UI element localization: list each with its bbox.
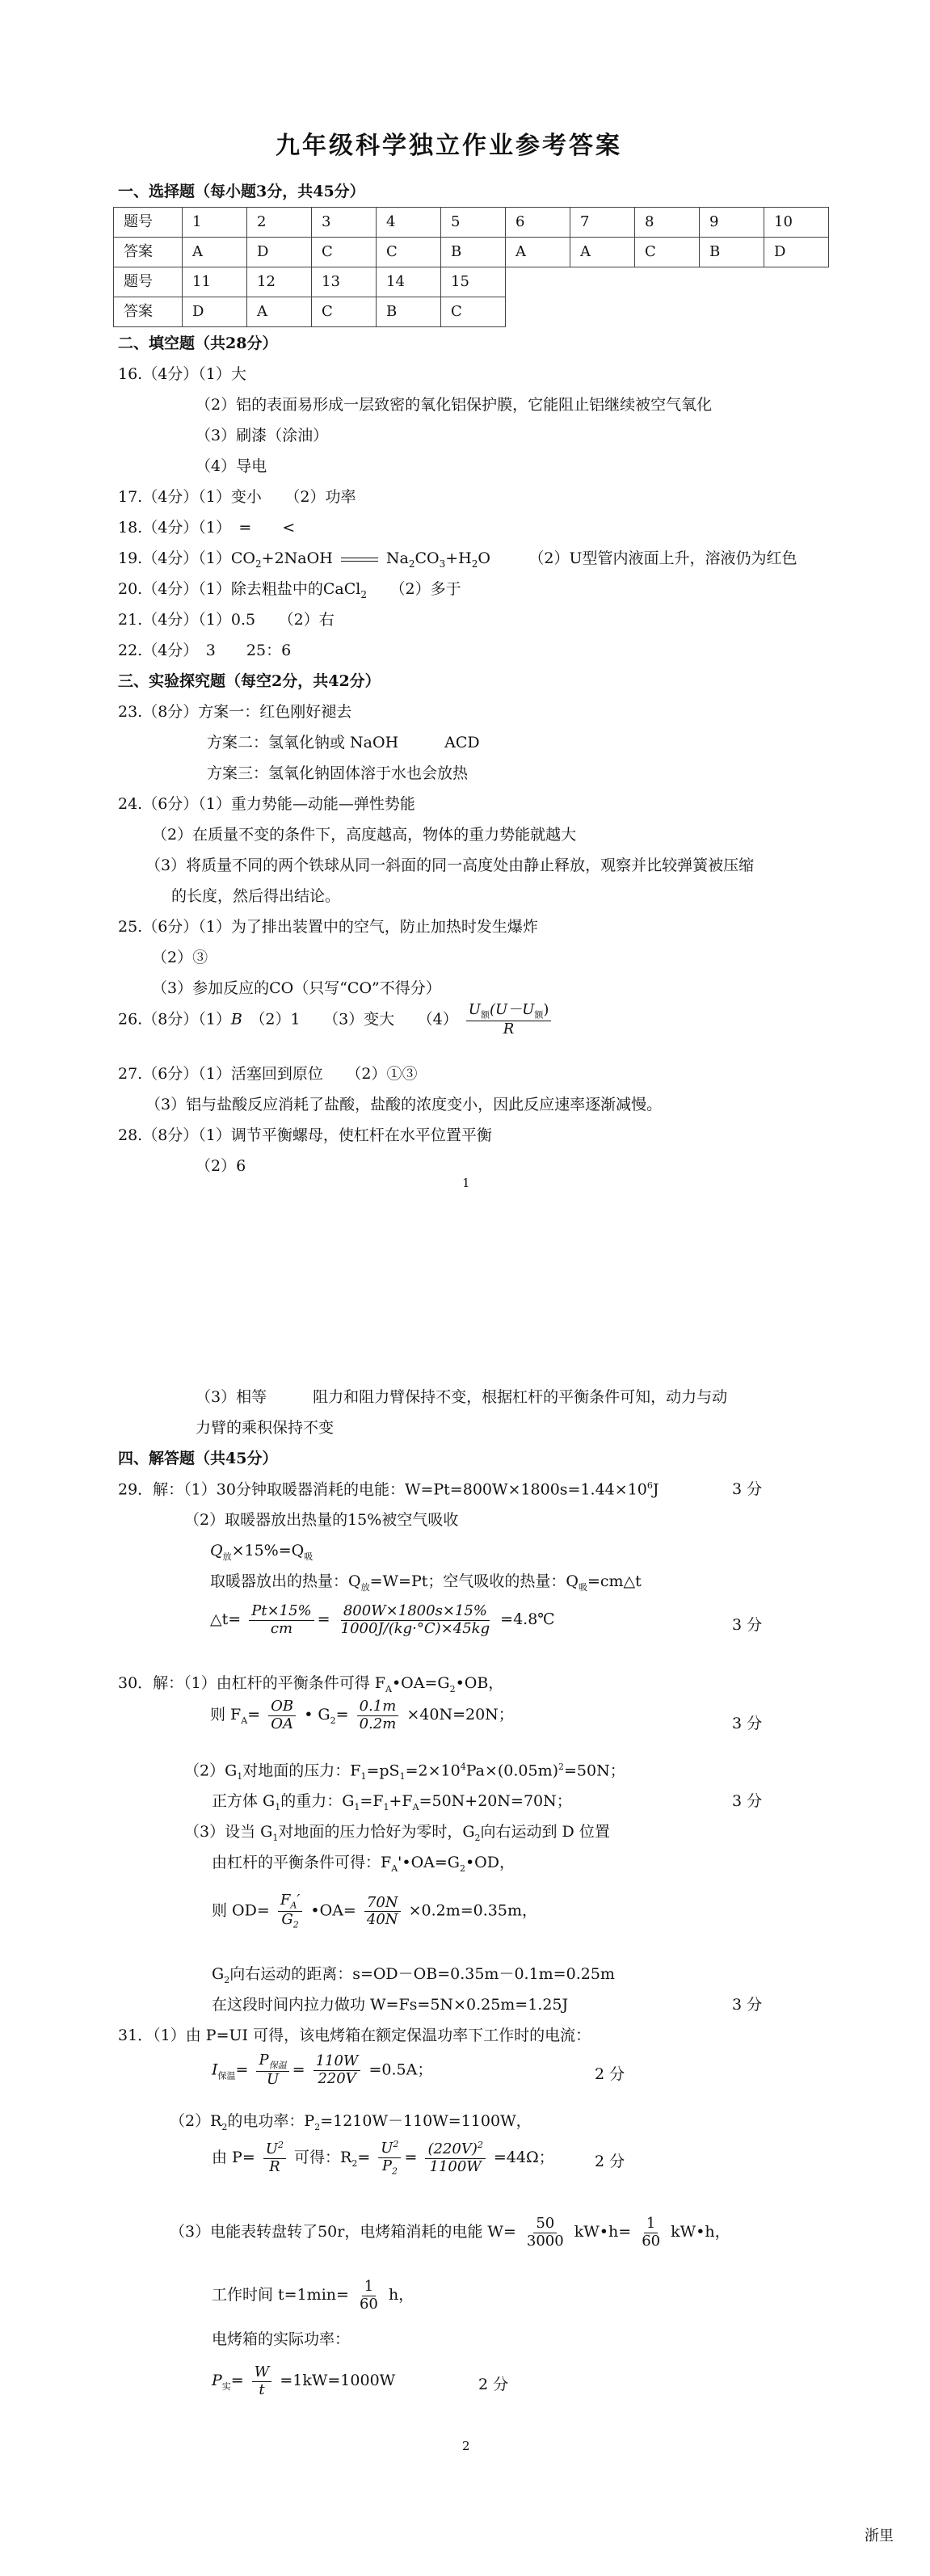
answer-line: 27.（6分）（1）活塞回到原位 （2）①③ (118, 1065, 418, 1083)
table-cell: 7 (570, 208, 635, 238)
text: • G (304, 1706, 330, 1724)
answer-line: 由 P= $\frac{U^2}{R}$ 可得：$R_2=$ $\frac{U^2}{P_2}$ = $\frac{(220V)^2}{1100W}$ =44Ω； (212, 2139, 554, 2177)
answer-line: 19.（4分）$(1)CO_2+2NaOH$ $Na_2CO_3+H_2O$ （2）U型管内液面上升，溶液仍为红色 (118, 549, 797, 570)
text: 工作时间 t=1min= (212, 2286, 349, 2305)
answer-table-2 (113, 267, 506, 327)
corner-watermark: 浙里 (865, 2528, 894, 2544)
answer-line: （2）取暖器放出热量的15%被空气吸收 (184, 1511, 459, 1529)
answer-line: （3）参加反应的CO（只写“CO”不得分） (152, 979, 441, 997)
answer-line (184, 1762, 625, 1783)
score: 3 分 (732, 1792, 763, 1810)
text: =pS (366, 1762, 400, 1780)
answer-line: 在这段时间内拉力做功 W=Fs=5N×0.25m=1.25J (212, 1996, 569, 2014)
answer-line (212, 2364, 395, 2398)
answer-line: 方案二：氢氧化钠或 NaOH ACD (207, 734, 480, 751)
subscript: 1 (360, 1771, 367, 1783)
text: ×15%=Q (231, 1542, 305, 1559)
text: =2×10 (405, 1762, 461, 1780)
table-cell: C (635, 238, 700, 267)
table-cell: A (506, 238, 570, 267)
text: Pa×(0.05m) (465, 1762, 559, 1780)
table-cell: D (247, 238, 312, 267)
answer-line: 31．（1）由 P=UI 可得，该电烤箱在额定保温功率下工作时的电流： (118, 2027, 591, 2044)
subscript: 保温 (217, 2070, 236, 2081)
text: CO (415, 549, 440, 567)
fraction: $\frac{0.1m}{0.2m}$ (357, 1698, 399, 1732)
text: 29．解：（1）30分钟取暖器消耗的电能：W=Pt=800W×1800s=1.44×10 (118, 1480, 647, 1499)
table-cell: A (183, 238, 247, 267)
text: =50N； (564, 1762, 625, 1780)
text: 向右运动的距离：s=OD－OB=0.35m－0.1m=0.25m (229, 1965, 615, 1983)
subscript: A (241, 1715, 248, 1726)
answer-line: 25.（6分）（1）为了排出装置中的空气，防止加热时发生爆炸 (118, 918, 538, 936)
table-cell: B (441, 238, 506, 267)
text: 可得：R (294, 2148, 352, 2166)
score: 3 分 (732, 1616, 763, 1634)
subscript: 实 (221, 2380, 231, 2392)
score: 3 分 (732, 1996, 763, 2014)
subscript: 2 (351, 2157, 358, 2169)
text: = (247, 1706, 261, 1724)
score: 2 分 (595, 2153, 625, 2170)
answer-line: 23.（8分）方案一：红色刚好褪去 (118, 703, 352, 721)
text: 向右运动到 D 位置 (480, 1823, 610, 1841)
subscript: 1 (275, 1801, 281, 1812)
text: +H (445, 549, 472, 567)
subscript: 吸 (578, 1581, 587, 1593)
subscript: 放 (360, 1581, 370, 1593)
fraction: $\frac{W}{t}$ (252, 2364, 272, 2398)
answer-line: 力臂的乘积保持不变 (196, 1419, 335, 1437)
text: ×40N=20N； (406, 1706, 514, 1724)
table-cell: 3 (312, 208, 377, 238)
table-cell: 5 (441, 208, 506, 238)
table-cell: 4 (377, 208, 441, 238)
page-number: 2 (462, 2439, 470, 2453)
table-cell: A (247, 297, 312, 327)
answer-line (118, 1480, 659, 1500)
superscript: 4 (460, 1762, 466, 1772)
score: 2 分 (478, 2376, 509, 2393)
text: ×0.2m=0.35m， (408, 1901, 538, 1920)
text: （3）设当 G (184, 1823, 273, 1841)
subscript: 2 (459, 1863, 465, 1874)
text: 30．解：（1）由杠杆的平衡条件可得 F (118, 1674, 385, 1692)
text: P (212, 2372, 222, 2390)
fraction: $\frac{110W}{220V}$ (314, 2053, 361, 2087)
text: U (468, 1001, 481, 1018)
text: = (235, 2060, 249, 2079)
text: =1kW=1000W (280, 2372, 396, 2390)
table-cell: C (312, 238, 377, 267)
answer-line (212, 1892, 537, 1930)
text: =50N+20N=70N； (419, 1792, 572, 1810)
table-cell: 11 (183, 267, 247, 297)
subscript: A (412, 1801, 419, 1812)
text: 对地面的压力恰好为零时，G (278, 1823, 475, 1841)
table-cell: 答案 (114, 297, 183, 327)
text: =cm△t (587, 1572, 642, 1590)
text: '•OA=G (398, 1854, 460, 1871)
answer-line: 20.（4分）（1）除去粗盐中的CaCl$_2$ （2）多于 (118, 580, 461, 600)
answer-line: 22.（4分） 3 25：6 (118, 642, 292, 659)
subscript: 1 (399, 1771, 406, 1783)
section-heading: 三、实验探究题（每空2分，共42分） (118, 672, 381, 690)
text: •OA=G (391, 1674, 450, 1692)
table-cell: D (183, 297, 247, 327)
text: O （2）U型管内液面上升，溶液仍为红色 (478, 549, 797, 567)
table-cell: 题号 (114, 267, 183, 297)
text: （3）电能表转盘转了50r，电烤箱消耗的电能 W= (170, 2223, 516, 2241)
text: (U－U (489, 1001, 535, 1018)
fraction: $\frac{U^2}{P_2}$ (378, 2140, 401, 2177)
text: =W=Pt；空气吸收的热量：Q (369, 1572, 579, 1590)
table-cell: 12 (247, 267, 312, 297)
table-cell: C (312, 297, 377, 327)
text: •OD， (465, 1854, 515, 1871)
table-row (114, 267, 506, 297)
section-heading: 一、选择题（每小题3分，共45分） (118, 183, 365, 200)
table-cell: C (377, 238, 441, 267)
text: （2）R (170, 2112, 222, 2130)
answer-line (210, 1572, 642, 1593)
table-cell: 6 (506, 208, 570, 238)
subscript: 1 (272, 1832, 279, 1843)
answer-line (212, 1792, 572, 1813)
subscript: 1 (383, 1801, 389, 1812)
table-cell: 13 (312, 267, 377, 297)
subscript: 2 (221, 2121, 228, 2132)
answer-line: 则 $F_A=$ $\frac{OB}{OA}$ • $G_2=$ $\frac{0.1m}{0.2m}$ ×40N=20N； (210, 1698, 514, 1732)
text: ) (543, 1001, 549, 1018)
text: = (230, 2372, 244, 2390)
answer-line (170, 2216, 730, 2250)
answer-line (170, 2112, 532, 2133)
answer-line: （2）③ (152, 949, 208, 966)
text: Na (385, 549, 409, 567)
section-heading: 四、解答题（共45分） (118, 1450, 278, 1467)
score: 2 分 (595, 2065, 625, 2083)
table-cell: C (441, 297, 506, 327)
table-cell: B (377, 297, 441, 327)
table-cell: 8 (635, 208, 700, 238)
answer-line: （4）导电 (196, 457, 267, 475)
answer-line: 的长度，然后得出结论。 (171, 887, 341, 905)
answer-line (118, 1002, 554, 1038)
text: （2）1 （3）变大 （4） (257, 1010, 458, 1029)
answer-line: △t= $\frac{Pt\times 15\%}{cm}$ = $\frac{800W\times 1800s\times 15\%}{1000J/(kg\cdot^\circ C)\times 45kg}$ =4.8℃ (210, 1602, 555, 1637)
text: （2）多于 (367, 580, 461, 598)
text: 的电功率：P (227, 2112, 315, 2130)
subscript: 额 (480, 1009, 490, 1021)
text: =1210W－110W=1100W， (320, 2112, 532, 2130)
answer-line (184, 1823, 610, 1844)
table-row (114, 208, 829, 238)
answer-line (212, 1965, 615, 1986)
fraction: $\frac{Pt\times 15\%}{cm}$ (249, 1603, 314, 1637)
subscript: A (391, 1863, 398, 1874)
text: G (212, 1965, 225, 1983)
answer-line (118, 1674, 503, 1695)
text: B (230, 1010, 242, 1029)
text: •OA= (310, 1901, 356, 1920)
table-cell: 9 (700, 208, 764, 238)
answer-line: 17.（4分）（1）变小 （2）功率 (118, 488, 356, 506)
fraction: $\frac{800W\times 1800s\times 15\%}{1000J/(kg\cdot^\circ C)\times 45kg}$ (340, 1602, 490, 1637)
table-row (114, 297, 506, 327)
text: 对地面的压力：F (242, 1762, 361, 1780)
answer-line: （2）铝的表面易形成一层致密的氧化铝保护膜，它能阻止铝继续被空气氧化 (196, 396, 713, 414)
text: 由杠杆的平衡条件可得：F (212, 1854, 392, 1871)
table-cell: D (764, 238, 829, 267)
text: 则 OD= (212, 1901, 270, 1920)
text: =0.5A； (368, 2060, 433, 2079)
fraction (466, 1002, 552, 1038)
score: 3 分 (732, 1480, 763, 1498)
answer-line: （3）相等 阻力和阻力臂保持不变，根据杠杆的平衡条件可知，动力与动 (196, 1388, 728, 1406)
text: J (652, 1480, 659, 1499)
fraction: $\frac{P_{保温}}{U}$ (256, 2052, 288, 2089)
text: •OB， (455, 1674, 504, 1692)
fraction: $\frac{U^2}{R}$ (263, 2140, 286, 2175)
text: 取暖器放出的热量：Q (210, 1572, 361, 1590)
answer-line: 16.（4分）（1）大 (118, 365, 246, 383)
answer-line: $I_{保温}=$ $\frac{P_{保温}}{U}$ = $\frac{110W}{220V}$ =0.5A； (212, 2052, 433, 2089)
text: △t= (210, 1610, 242, 1629)
text: I (212, 2060, 218, 2079)
table-cell: 答案 (114, 238, 183, 267)
table-cell: 15 (441, 267, 506, 297)
text: h， (388, 2286, 415, 2305)
text: =44Ω； (493, 2148, 554, 2166)
text: kW•h= (574, 2223, 632, 2241)
text: 由 P= (212, 2148, 255, 2166)
text: 则 F (210, 1706, 242, 1724)
subscript: 2 (224, 1974, 230, 1985)
text: 26.（8分）（1） (118, 1010, 231, 1029)
answer-table (113, 207, 829, 267)
answer-line (210, 1542, 313, 1563)
text: R (503, 1021, 515, 1038)
answer-line: 24.（6分）（1）重力势能—动能—弹性势能 (118, 795, 415, 813)
table-cell: 14 (377, 267, 441, 297)
answer-line (212, 1854, 515, 1875)
subscript: 1 (237, 1771, 243, 1783)
answer-line: 21.（4分）（1）0.5 （2）右 (118, 611, 335, 629)
subscript: 2 (474, 1832, 481, 1843)
table-row (114, 238, 829, 267)
table-cell: 1 (183, 208, 247, 238)
answer-line (212, 2279, 414, 2313)
answer-line: （3）将质量不同的两个铁球从同一斜面的同一高度处由静止释放，观察并比较弹簧被压缩 (145, 857, 755, 874)
text: +F (389, 1792, 413, 1810)
subscript: 吸 (304, 1551, 314, 1562)
text: =F (360, 1792, 384, 1810)
answer-line: 28.（8分）（1）调节平衡螺母，使杠杆在水平位置平衡 (118, 1126, 492, 1144)
section-heading: 二、填空题（共28分） (118, 335, 278, 352)
table-cell: 题号 (114, 208, 183, 238)
page-title: 九年级科学独立作业参考答案 (276, 132, 622, 160)
text: = (357, 2148, 371, 2166)
text: 19.（4分）（1）CO (118, 549, 256, 567)
table-cell: A (570, 238, 635, 267)
answer-line: 方案三：氢氧化钠固体溶于水也会放热 (207, 764, 469, 782)
subscript: 2 (449, 1683, 456, 1694)
subscript: 1 (354, 1801, 360, 1812)
subscript: 额 (534, 1009, 544, 1021)
fraction: $\frac{(220V)^2}{1100W}$ (425, 2140, 485, 2175)
table-cell: 2 (247, 208, 312, 238)
text: =4.8℃ (500, 1610, 555, 1629)
text: Q (210, 1542, 223, 1559)
answer-line: 18.（4分）（1） = < (118, 519, 296, 537)
answer-line: （3）刷漆（涂油） (196, 427, 329, 444)
text: kW•h， (671, 2223, 730, 2241)
fraction: $\frac{70N}{40N}$ (364, 1895, 401, 1929)
equation-sign (341, 558, 378, 562)
answer-line: （2）在质量不变的条件下，高度越高，物体的重力势能就越大 (152, 826, 577, 844)
table-cell: 10 (764, 208, 829, 238)
table-cell: B (700, 238, 764, 267)
subscript: A (385, 1683, 392, 1694)
subscript: 2 (314, 2121, 321, 2132)
text: 20.（4分）（1）除去粗盐中的CaCl (118, 580, 361, 598)
text: （2）G (184, 1762, 238, 1780)
superscript: 2 (558, 1762, 565, 1772)
fraction: $\frac{1}{60}$ (359, 2278, 378, 2313)
fraction: $\frac{50}{3000}$ (526, 2215, 564, 2250)
score: 3 分 (732, 1715, 763, 1732)
answer-line: 电烤箱的实际功率： (212, 2330, 351, 2348)
answer-line: （2）6 (196, 1157, 246, 1175)
page-number: 1 (462, 1176, 470, 1190)
answer-line: （3）铝与盐酸反应消耗了盐酸，盐酸的浓度变小，因此反应速率逐渐减慢。 (145, 1096, 663, 1113)
subscript: 放 (222, 1551, 232, 1562)
superscript: 6 (646, 1480, 653, 1491)
text: 的重力：G (280, 1792, 355, 1810)
fraction: $\frac{OB}{OA}$ (268, 1698, 296, 1732)
subscript: 2 (330, 1715, 336, 1726)
fraction: $\frac{F_A'}{G_2}$ (278, 1892, 303, 1930)
text: 正方体 G (212, 1792, 276, 1810)
fraction: $\frac{1}{60}$ (642, 2215, 661, 2250)
text: +2NaOH (261, 549, 333, 567)
